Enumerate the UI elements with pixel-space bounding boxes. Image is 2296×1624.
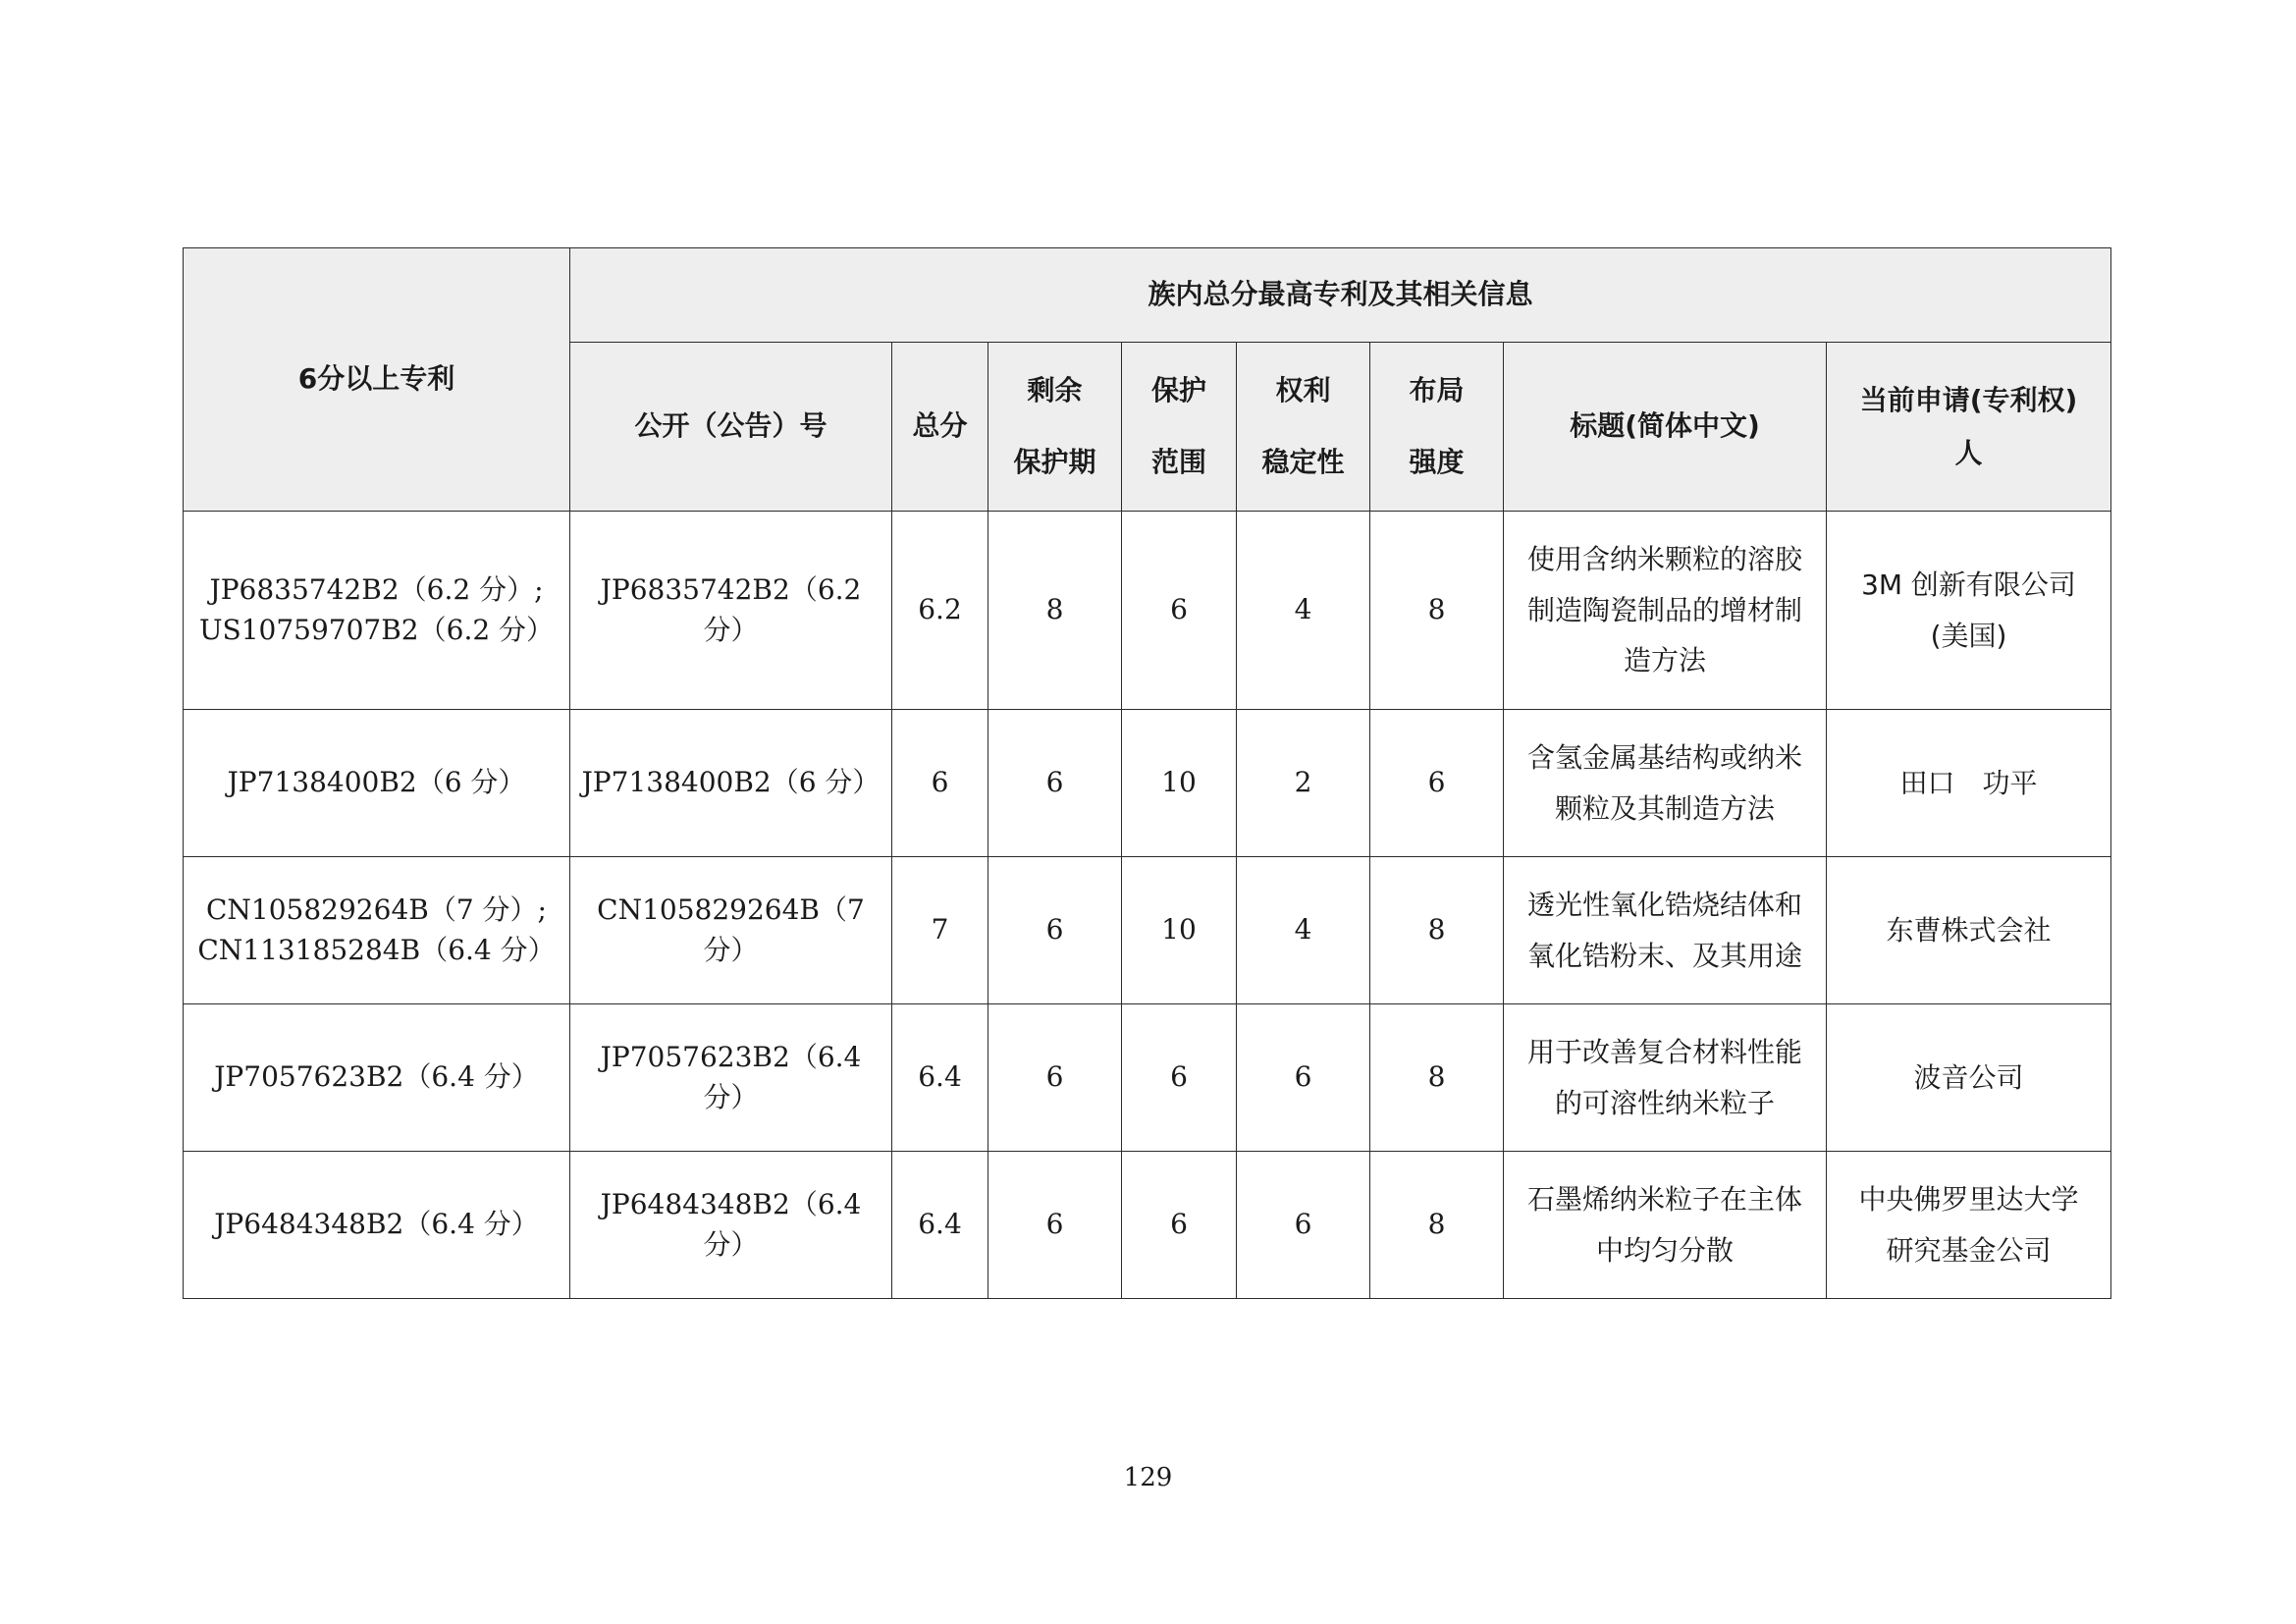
layout-strength-cell: 8	[1370, 1152, 1504, 1299]
protection-scope-cell: 6	[1122, 1004, 1237, 1152]
patents-cell: JP6484348B2（6.4 分）	[184, 1152, 570, 1299]
total-score-cell: 6	[892, 710, 988, 857]
protection-scope-cell: 10	[1122, 857, 1237, 1004]
layout-strength-cell: 8	[1370, 857, 1504, 1004]
total-score-cell: 6.2	[892, 512, 988, 710]
patents-cell: JP7138400B2（6 分）	[184, 710, 570, 857]
table-row	[184, 1004, 2111, 1152]
header-layout-strength: 布局 强度	[1370, 343, 1504, 512]
pub-number-cell: JP7057623B2（6.4 分）	[570, 1004, 892, 1152]
applicant-cell: 3M 创新有限公司 (美国)	[1827, 512, 2111, 710]
right-stability-cell: 6	[1237, 1004, 1370, 1152]
pub-number-cell: CN105829264B（7 分）	[570, 857, 892, 1004]
table-row	[184, 512, 2111, 710]
patents-cell: JP6835742B2（6.2 分）; US10759707B2（6.2 分）	[184, 512, 570, 710]
header-pub-number: 公开（公告）号	[570, 343, 892, 512]
title-cell: 石墨烯纳米粒子在主体 中均匀分散	[1504, 1152, 1827, 1299]
header-current-applicant: 当前申请(专利权) 人	[1827, 343, 2111, 512]
patents-cell: JP7057623B2（6.4 分）	[184, 1004, 570, 1152]
remaining-term-cell: 6	[988, 1152, 1122, 1299]
pub-number-cell: JP6484348B2（6.4 分）	[570, 1152, 892, 1299]
applicant-cell: 东曹株式会社	[1827, 857, 2111, 1004]
remaining-term-cell: 6	[988, 857, 1122, 1004]
right-stability-cell: 4	[1237, 857, 1370, 1004]
layout-strength-cell: 6	[1370, 710, 1504, 857]
title-cell: 使用含纳米颗粒的溶胶 制造陶瓷制品的增材制 造方法	[1504, 512, 1827, 710]
total-score-cell: 7	[892, 857, 988, 1004]
right-stability-cell: 6	[1237, 1152, 1370, 1299]
protection-scope-cell: 6	[1122, 1152, 1237, 1299]
table-row	[184, 1152, 2111, 1299]
applicant-cell: 中央佛罗里达大学 研究基金公司	[1827, 1152, 2111, 1299]
page-number: 129	[1123, 1463, 1173, 1492]
title-cell: 用于改善复合材料性能 的可溶性纳米粒子	[1504, 1004, 1827, 1152]
header-patents-over-6: 6分以上专利	[184, 248, 570, 512]
applicant-cell: 田口 功平	[1827, 710, 2111, 857]
header-remaining-term: 剩余 保护期	[988, 343, 1122, 512]
remaining-term-cell: 8	[988, 512, 1122, 710]
pub-number-cell: JP7138400B2（6 分）	[570, 710, 892, 857]
total-score-cell: 6.4	[892, 1152, 988, 1299]
header-right-stability: 权利 稳定性	[1237, 343, 1370, 512]
total-score-cell: 6.4	[892, 1004, 988, 1152]
right-stability-cell: 4	[1237, 512, 1370, 710]
applicant-cell: 波音公司	[1827, 1004, 2111, 1152]
title-cell: 透光性氧化锆烧结体和 氧化锆粉末、及其用途	[1504, 857, 1827, 1004]
protection-scope-cell: 10	[1122, 710, 1237, 857]
header-group-title: 族内总分最高专利及其相关信息	[570, 248, 2111, 343]
remaining-term-cell: 6	[988, 1004, 1122, 1152]
title-cell: 含氢金属基结构或纳米 颗粒及其制造方法	[1504, 710, 1827, 857]
table-row	[184, 710, 2111, 857]
table-row	[184, 857, 2111, 1004]
layout-strength-cell: 8	[1370, 512, 1504, 710]
right-stability-cell: 2	[1237, 710, 1370, 857]
header-total-score: 总分	[892, 343, 988, 512]
layout-strength-cell: 8	[1370, 1004, 1504, 1152]
header-title-simplified-chinese: 标题(简体中文)	[1504, 343, 1827, 512]
patent-table	[183, 247, 2111, 1299]
protection-scope-cell: 6	[1122, 512, 1237, 710]
pub-number-cell: JP6835742B2（6.2 分）	[570, 512, 892, 710]
header-protection-scope: 保护 范围	[1122, 343, 1237, 512]
patents-cell: CN105829264B（7 分）; CN113185284B（6.4 分）	[184, 857, 570, 1004]
remaining-term-cell: 6	[988, 710, 1122, 857]
